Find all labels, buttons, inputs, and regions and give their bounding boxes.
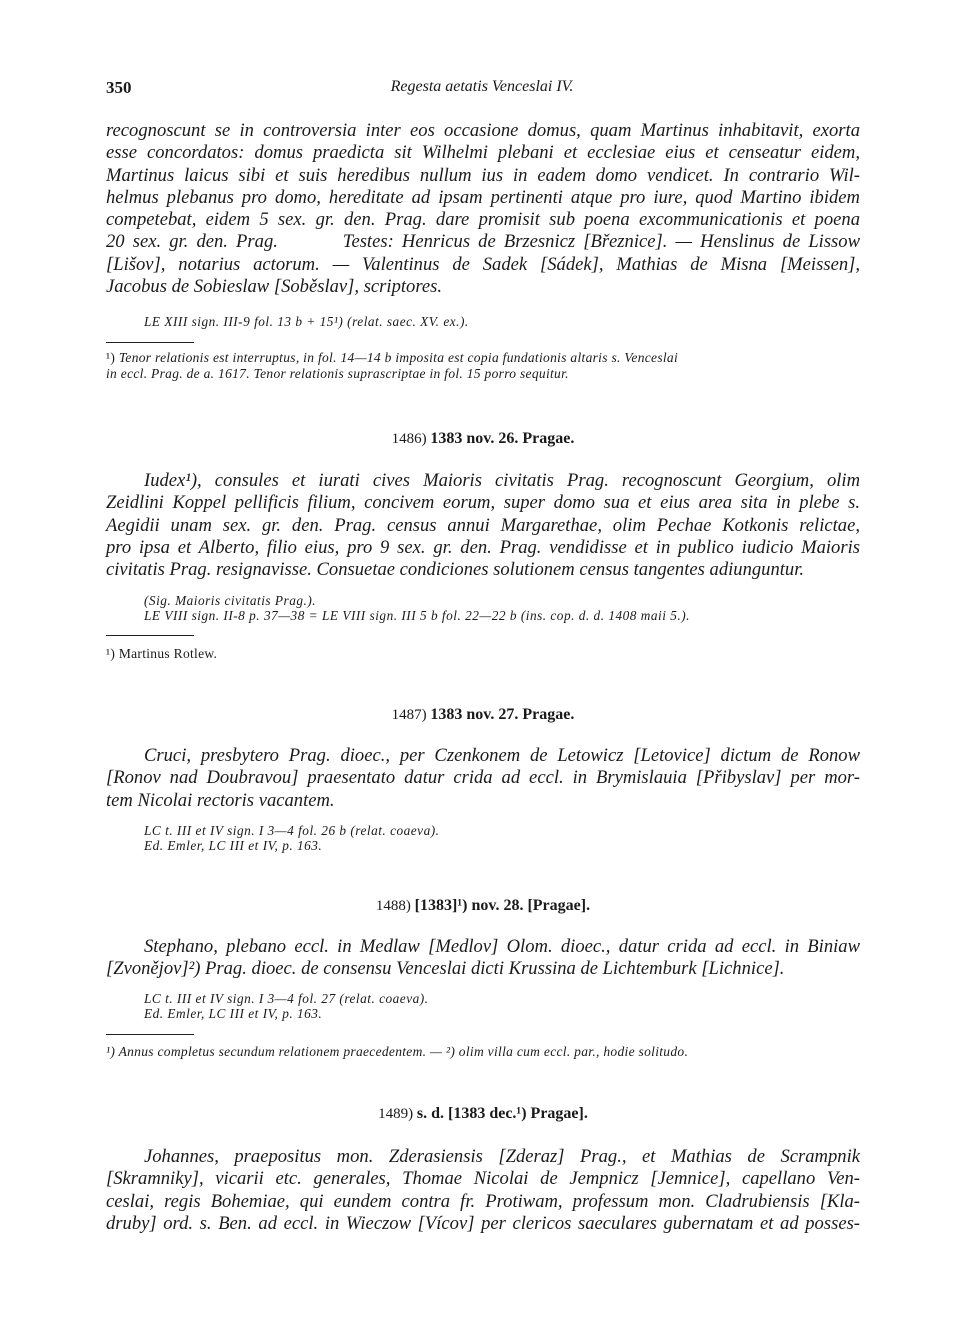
text-line: Johannes, praepositus mon. Zderasiensis [Zderaz] Prag., et Mathias de Scrampnik bbox=[144, 1146, 860, 1167]
text-line: Aegidii unam sex. gr. den. Prag. census annui Margarethae, olim Pechae Kotkonis relictae, bbox=[106, 514, 860, 536]
text-line: Martinus laicus sibi et suis heredibus nullum ius in eadem domo vendicet. In contrario Wil- bbox=[106, 164, 860, 186]
text-line: helmus plebanus pro domo, hereditate ad ipsam pertinenti atque pro iure, quod Martino ibidem bbox=[106, 186, 860, 208]
text-line: pro ipsa et Alberto, filio eius, pro 9 sex. gr. den. Prag. vendidisse et in publico iudicio Maioris bbox=[106, 536, 860, 558]
text-line: druby] ord. s. Ben. ad eccl. in Wieczow [Vícov] per clericos saeculares gubernatam et ad posses- bbox=[106, 1212, 860, 1234]
entry-number: 1489) bbox=[378, 1106, 414, 1122]
entry-text bbox=[106, 1146, 860, 1235]
prev-entry-text bbox=[106, 120, 860, 298]
page-number: 350 bbox=[106, 78, 132, 97]
footnote-text: in eccl. Prag. de a. 1617. Tenor relationis suprascriptae in fol. 15 porro sequitur. bbox=[106, 366, 569, 381]
footnote bbox=[106, 350, 860, 382]
source-line: LC t. III et IV sign. I 3—4 fol. 27 (relat. coaeva). bbox=[144, 991, 429, 1006]
text-line: Cruci, presbytero Prag. dioec., per Czenkonem de Letowicz [Letovice] dictum de Ronow bbox=[144, 745, 860, 766]
entry-text bbox=[106, 470, 860, 581]
footnote-rule bbox=[106, 1034, 194, 1035]
text-line: Stephano, plebano eccl. in Medlaw [Medlov] Olom. dioec., datur crida ad eccl. in Biniaw bbox=[144, 936, 860, 957]
entry-date: 1383 nov. 26. Pragae. bbox=[430, 430, 575, 447]
text-line: esse concordatos: domus praedicta sit Wilhelmi plebani et ecclesiae eius et censeatur eidem, bbox=[106, 142, 860, 164]
text-line: [Zvonějov]²) Prag. dioec. de consensu Venceslai dicti Krussina de Lichtemburk [Lichnice]. bbox=[106, 958, 785, 980]
prev-entry-source bbox=[106, 314, 860, 329]
entry-number: 1488) bbox=[375, 898, 411, 914]
footnote-rule bbox=[106, 342, 194, 343]
entry-heading bbox=[106, 1105, 860, 1123]
footnote-text: Tenor relationis est interruptus, in fol. 14—14 b imposita est copia fundationis altaris s. Venceslai bbox=[118, 350, 679, 365]
running-head bbox=[106, 78, 858, 100]
text-line: 20 sex. gr. den. Prag. Testes: Henricus de Brzesnicz [Březnice]. — Henslinus de Lissow bbox=[106, 231, 860, 253]
entry-heading bbox=[106, 897, 860, 915]
source-line: LE XIII sign. III-9 fol. 13 b + 15¹) (relat. saec. XV. ex.). bbox=[144, 314, 469, 329]
entry-text bbox=[106, 936, 860, 981]
source-line: Ed. Emler, LC III et IV, p. 163. bbox=[144, 838, 323, 853]
footnote-rule bbox=[106, 635, 194, 636]
text-line: Zeidlini Koppel pellificis filium, concivem eorum, super domo sua et eius area sita in plebe s. bbox=[106, 492, 860, 514]
running-title: Regesta aetatis Venceslai IV. bbox=[390, 78, 574, 95]
source-line: (Sig. Maioris civitatis Prag.). bbox=[144, 593, 317, 608]
text-line: [Lišov], notarius actorum. — Valentinus de Sadek [Sádek], Mathias de Misna [Meissen], bbox=[106, 253, 860, 275]
entry-heading bbox=[106, 706, 860, 724]
entry-number: 1486) bbox=[391, 431, 427, 447]
entry-number: 1487) bbox=[391, 707, 427, 723]
source-line: LC t. III et IV sign. I 3—4 fol. 26 b (relat. coaeva). bbox=[144, 823, 440, 838]
entry-text bbox=[106, 745, 860, 812]
entry-date: 1383 nov. 27. Pragae. bbox=[430, 706, 575, 723]
footnote: ¹) Annus completus secundum relationem praecedentem. — ²) olim villa cum eccl. par., hodie solitudo. bbox=[106, 1044, 689, 1059]
source-line: Ed. Emler, LC III et IV, p. 163. bbox=[144, 1006, 323, 1021]
entry-source bbox=[106, 823, 860, 853]
text-line: tem Nicolai rectoris vacantem. bbox=[106, 789, 335, 811]
entry-heading bbox=[106, 430, 860, 448]
entry-date: [1383]¹) nov. 28. [Pragae]. bbox=[414, 897, 591, 914]
footnote-marker: ¹) bbox=[106, 350, 116, 365]
text-line: [Ronov nad Doubravou] praesentato datur crida ad eccl. in Brymislauia [Přibyslav] per mor- bbox=[106, 767, 860, 789]
text-line: Jacobus de Sobieslaw [Soběslav], scriptores. bbox=[106, 276, 443, 298]
text-line: Iudex¹), consules et iurati cives Maioris civitatis Prag. recognoscunt Georgium, olim bbox=[144, 470, 860, 491]
entry-date: s. d. [1383 dec.¹) Pragae]. bbox=[416, 1105, 588, 1122]
entry-source bbox=[106, 991, 860, 1021]
text-line: civitatis Prag. resignavisse. Consuetae condiciones solutionem census tangentes adiunguntur. bbox=[106, 559, 805, 581]
source-line: LE VIII sign. II-8 p. 37—38 = LE VIII sign. III 5 b fol. 22—22 b (ins. cop. d. d. 1408 maii 5.). bbox=[144, 608, 690, 623]
entry-source bbox=[106, 593, 860, 623]
footnote: ¹) Martinus Rotlew. bbox=[106, 646, 218, 661]
text-line: [Skramniky], vicarii etc. generales, Thomae Nicolai de Jempnicz [Jemnice], capellano Ven- bbox=[106, 1168, 860, 1190]
text-line: recognoscunt se in controversia inter eos occasione domus, quam Martinus inhabitavit, exorta bbox=[106, 120, 860, 141]
text-line: competebat, eidem 5 sex. gr. den. Prag. dare promisit sub poena excommunicationis et poena bbox=[106, 209, 860, 231]
text-line: ceslai, regis Bohemiae, qui eundem contra fr. Protiwam, professum mon. Cladrubiensis [Kla- bbox=[106, 1190, 860, 1212]
